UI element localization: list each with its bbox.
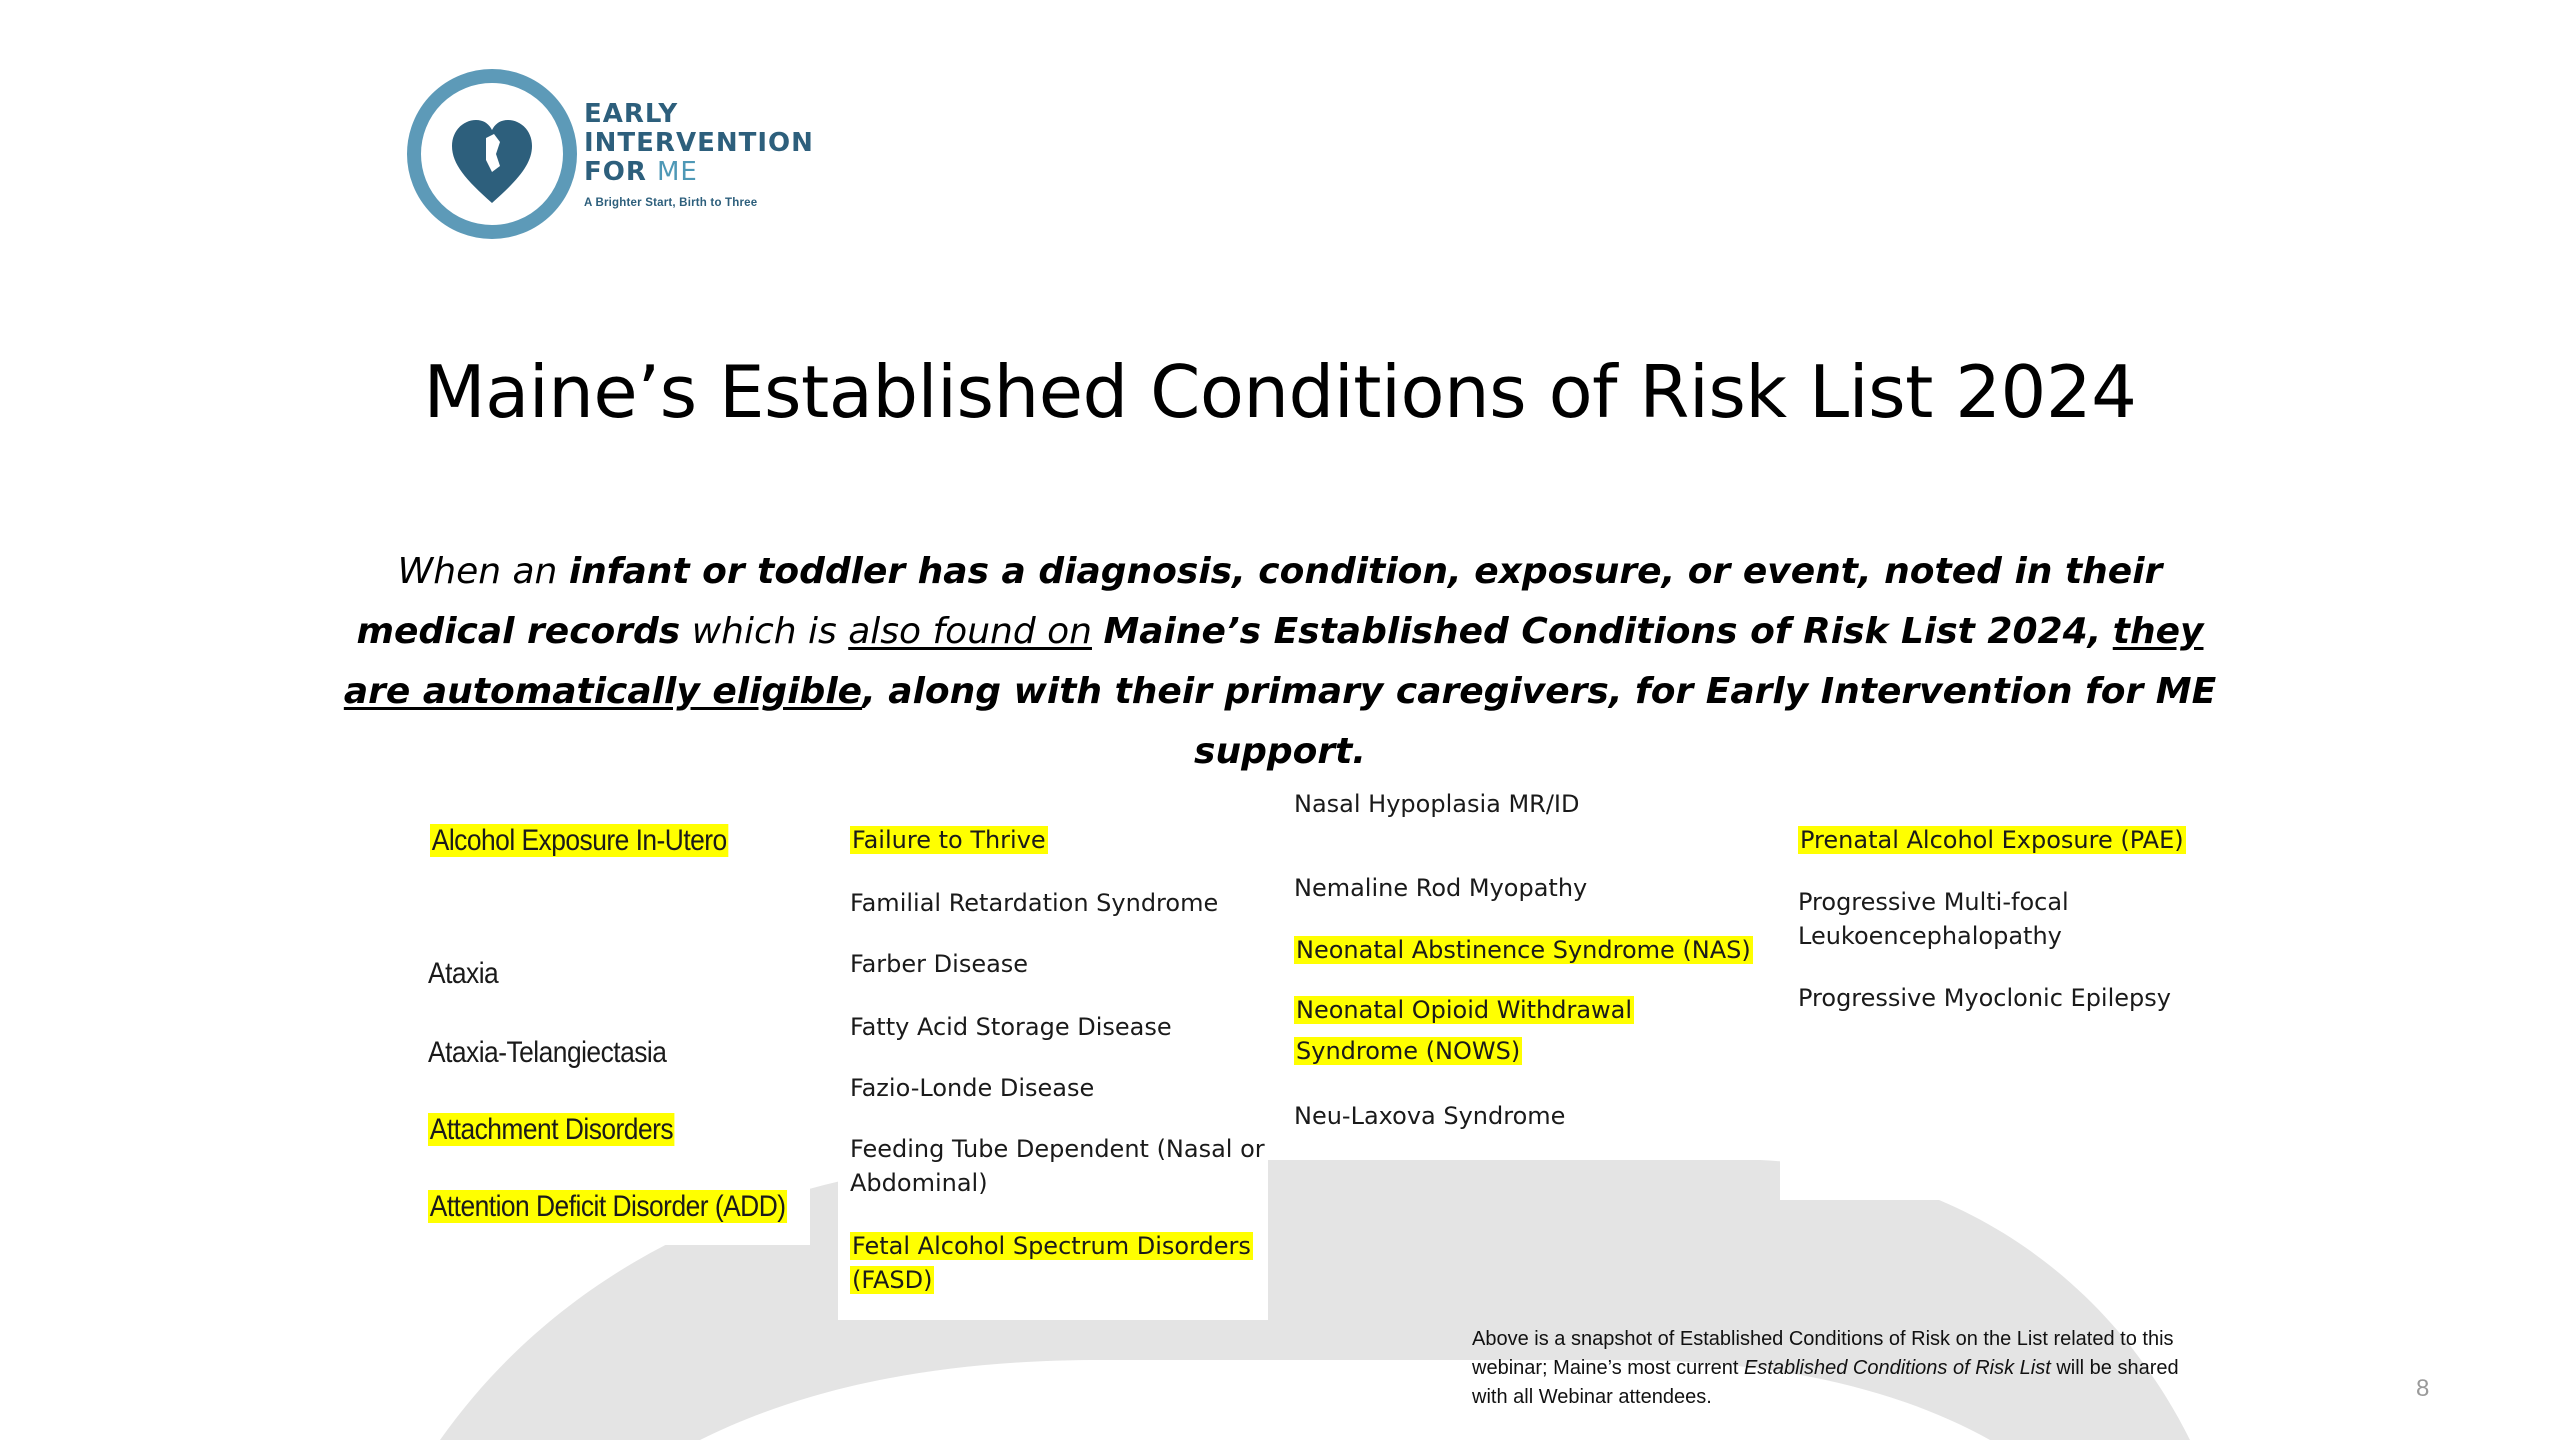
condition-item: Attention Deficit Disorder (ADD) (429, 1190, 786, 1223)
logo (406, 68, 826, 258)
condition-item: Nemaline Rod Myopathy (1294, 874, 1588, 902)
logo-heart-icon (406, 68, 578, 240)
condition-item: Farber Disease (850, 950, 1029, 978)
condition-item: Attachment Disorders (429, 1113, 674, 1146)
condition-item: Fazio-Londe Disease (850, 1074, 1095, 1102)
intro-paragraph: When an infant or toddler has a diagnosis, condition, exposure, or event, noted in their medical records which is also found on Maine’s Established Conditions of Risk List 2024, they are automatically eligible, along with their primary caregivers, for Early Intervention for ME support. (343, 551, 2217, 772)
condition-item: Prenatal Alcohol Exposure (PAE) (1800, 826, 2184, 854)
logo-line-2: INTERVENTION (584, 128, 814, 158)
page-number: 8 (2416, 1375, 2430, 1402)
condition-item: Neu-Laxova Syndrome (1294, 1102, 1566, 1130)
condition-item: Abdominal) (850, 1169, 988, 1197)
logo-wordmark (584, 100, 814, 209)
condition-item: Neonatal Abstinence Syndrome (NAS) (1296, 936, 1751, 964)
condition-item: Ataxia (428, 957, 499, 990)
condition-item: (FASD) (852, 1266, 933, 1294)
condition-item: Feeding Tube Dependent (Nasal or (850, 1135, 1265, 1163)
footnote: Above is a snapshot of Established Conditions of Risk on the List related to this webinar; Maine’s most current Established Conditions of Risk List will be shared with all Webinar attendees. (1472, 1328, 2179, 1408)
condition-item: Leukoencephalopathy (1798, 922, 2062, 950)
condition-item: Ataxia-Telangiectasia (428, 1036, 667, 1069)
condition-item: Neonatal Opioid Withdrawal (1296, 996, 1633, 1024)
condition-item: Failure to Thrive (852, 826, 1046, 854)
logo-line-1: EARLY (584, 99, 679, 129)
page-title: Maine’s Established Conditions of Risk List 2024 (423, 350, 2137, 434)
condition-item: Fatty Acid Storage Disease (850, 1013, 1172, 1041)
condition-item: Progressive Myoclonic Epilepsy (1798, 984, 2171, 1012)
logo-tagline: A Brighter Start, Birth to Three (584, 197, 758, 209)
condition-item: Fetal Alcohol Spectrum Disorders (852, 1232, 1251, 1260)
condition-item-clipped: Nasal Hypoplasia MR/ID (1294, 790, 1580, 818)
panel-col1 (420, 800, 810, 1245)
condition-item: Alcohol Exposure In-Utero (431, 824, 727, 857)
logo-line-3: FOR ME (584, 157, 698, 187)
condition-item: Familial Retardation Syndrome (850, 889, 1219, 917)
condition-item: Progressive Multi-focal (1798, 888, 2069, 916)
condition-item: Syndrome (NOWS) (1296, 1037, 1521, 1065)
